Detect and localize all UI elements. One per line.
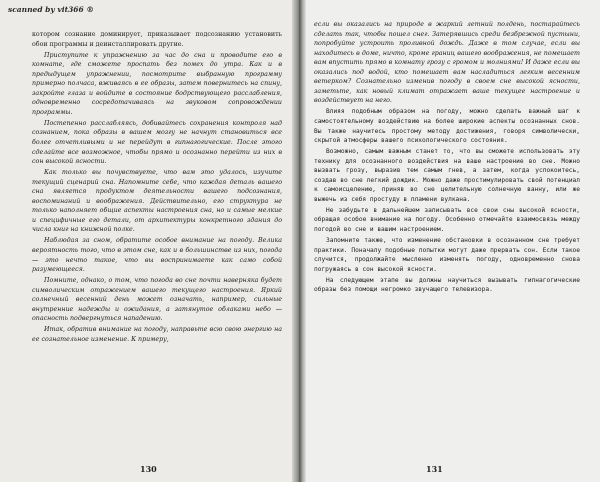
left-paragraph: котором сознание доминирует, приказывает подсознанию установить обои программы и деинсталлировать другие. [32,31,282,48]
right-paragraph: На следующем этапе вы должны научиться вызывать гипнагогические образы без помощи негромко звучащего телевизора. [314,276,580,294]
left-page [0,0,296,482]
left-paragraph: Как только вы почувствуете, что вам это удалось, изучите текущий сценарий сна. Напомните себе, что каждая деталь вашего сна является продуктом деятельности вашего подсознания, воспоминаний и воображения. Действительно, его структура не только наполняет общие аспекты настроения сна, но и самые мелкие и специфичные его детали, от архитектуры конкретного здания до числа книг на книжной полке. [32,169,282,234]
left-paragraph: Помните, однако, о том, что погода во сне почти наверняка будет символическим отражением вашего текущего настроения. Яркий солнечный весенний день может означать, например, сильные внутренние надежды и ожидания, а затянутое облаками небо — опасность подвергнуться нападению. [32,277,282,323]
right-paragraph: если вы оказались на природе в жаркий летний полдень, постарайтесь сделать так, чтобы пошел снег. Затерявшись среди безбрежной пустыни, попробуйте устроить проливной дождь. Даже в том случае, если вы находитесь в доме, ничто, кроме границ вашего воображения, не помешает вам впустить прямо в комнату грозу с громом и молниями! И даже если вы оказались под водой, кто помешает вам насладиться легким весенним ветерком? Сознательно изменив погоду в своем сне высокой ясности, заметьте, как новый климат отражает ваше текущее настроение и воздействует на него. [314,21,580,105]
right-paragraph: Не забудьте в дальнейшем записывать все свои сны высокой ясности, обращая особое внимание на погоду. Особенно отмечайте взаимосвязь между погодой во сне и вашим настроением. [314,206,580,233]
right-paragraph: Запомните также, что изменение обстановки в осознанном сне требует практики. Поначалу подобные попытки могут даже прервать сон. Если такое случится, продолжайте мысленно изменять погоду, одновременно снова погружаясь в сон высокой ясности. [314,237,580,273]
page-number: 131 [426,464,443,474]
right-paragraph: Возможно, самым важным станет то, что вы сможете использовать эту технику для осознанного воздействия на ваше настроение во сне. Можно вызвать грозу, выразив тем самым гнев, а затем, когда успокоитесь, создав во сне легкий дождик. Можно даже простимулировать свой потенциал к самоисцелению, приняв во сне целительную солнечную ванну, или же выжечь из себя простуду в пламени вулкана. [314,148,580,203]
left-paragraph: Постепенно расслабляясь, добивайтесь сохранения контроля над сознанием, пока образы в вашем мозгу не начнут становиться все более отчетливыми и не перейдут в гипнагогические. После этого сделайте все возможное, чтобы прямо и осознанно перейти из них в сон высокой ясности. [32,119,282,166]
right-text-column [314,20,580,296]
page-number: 130 [140,464,157,474]
left-text-column [32,30,282,346]
scanner-watermark: scanned by vit366 ® [8,5,94,14]
left-paragraph: Итак, обратив внимание на погоду, направьте всю свою энергию на ее сознательное изменение. К примеру, [32,326,282,343]
right-paragraph: Влияя подобным образом на погоду, можно сделать важный шаг к самостоятельному воздействию на более широкие аспекты осознанных снов. Вы также научитесь простому методу достижения, говоря символически, скрытой атмосферы вашего психологического состояния. [314,108,580,145]
book-gutter [292,0,306,482]
left-paragraph: Приступите к упражнению за час до сна и проводите его в комнате, где сможете проспать без помех до утра. Как и в предыдущем упражнении, посмотрите выбранную программу примерно полчаса, вживаясь в ее образы, затем повернитесь на спину, закройте глаза и войдите в состояние бодрствующего расслабления, одновременно сосредотачиваясь на звуковом сопровождении программы. [32,51,282,116]
right-page [300,0,600,482]
left-paragraph: Наблюдая за сном, обратите особое внимание на погоду. Велика вероятность того, что в этом сне, как и в большинстве из них, погода — это нечто такое, что вы воспринимаете как само собой разумеющееся. [32,237,282,274]
